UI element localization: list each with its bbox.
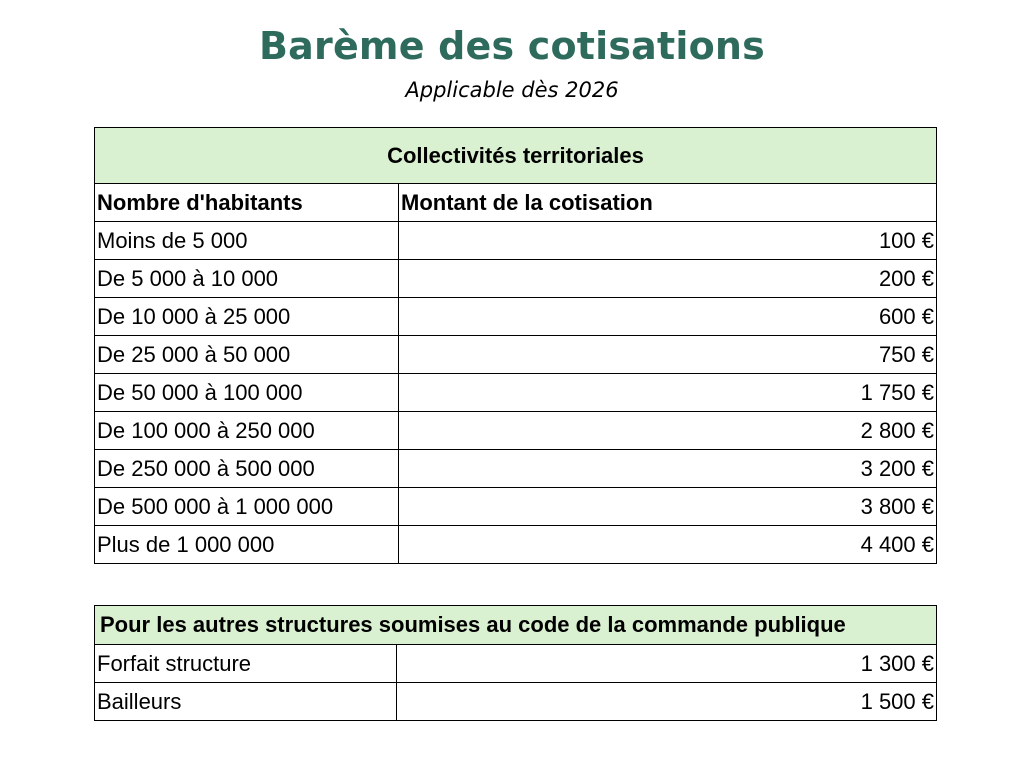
table-row <box>95 222 937 260</box>
row-amount: 3 800 € <box>399 488 937 526</box>
row-label: De 500 000 à 1 000 000 <box>95 488 399 526</box>
row-label: De 10 000 à 25 000 <box>95 298 399 336</box>
row-amount: 1 300 € <box>397 645 937 683</box>
autres-structures-table <box>94 605 937 721</box>
row-label: Forfait structure <box>95 645 397 683</box>
row-amount: 2 800 € <box>399 412 937 450</box>
page-subtitle: Applicable dès 2026 <box>405 78 619 102</box>
table-row <box>95 298 937 336</box>
table-row <box>95 526 937 564</box>
row-label: De 25 000 à 50 000 <box>95 336 399 374</box>
row-amount: 1 750 € <box>399 374 937 412</box>
table-header: Pour les autres structures soumises au code de la commande publique <box>95 606 937 645</box>
column-header-montant: Montant de la cotisation <box>399 184 937 222</box>
row-label: Plus de 1 000 000 <box>95 526 399 564</box>
row-label: De 250 000 à 500 000 <box>95 450 399 488</box>
row-label: De 100 000 à 250 000 <box>95 412 399 450</box>
collectivites-table <box>94 127 937 564</box>
table-row <box>95 450 937 488</box>
row-amount: 4 400 € <box>399 526 937 564</box>
table-row <box>95 645 937 683</box>
table-header-row <box>95 606 937 645</box>
row-label: Bailleurs <box>95 683 397 721</box>
row-label: De 50 000 à 100 000 <box>95 374 399 412</box>
row-amount: 100 € <box>399 222 937 260</box>
row-label: Moins de 5 000 <box>95 222 399 260</box>
table-row <box>95 260 937 298</box>
table-row <box>95 488 937 526</box>
column-header-row <box>95 184 937 222</box>
table-row <box>95 683 937 721</box>
row-label: De 5 000 à 10 000 <box>95 260 399 298</box>
row-amount: 3 200 € <box>399 450 937 488</box>
table-row <box>95 336 937 374</box>
table-header-row <box>95 128 937 184</box>
row-amount: 1 500 € <box>397 683 937 721</box>
table-row <box>95 412 937 450</box>
column-header-habitants: Nombre d'habitants <box>95 184 399 222</box>
row-amount: 200 € <box>399 260 937 298</box>
row-amount: 600 € <box>399 298 937 336</box>
table-header: Collectivités territoriales <box>95 128 937 184</box>
table-row <box>95 374 937 412</box>
row-amount: 750 € <box>399 336 937 374</box>
page-title: Barème des cotisations <box>259 24 765 68</box>
